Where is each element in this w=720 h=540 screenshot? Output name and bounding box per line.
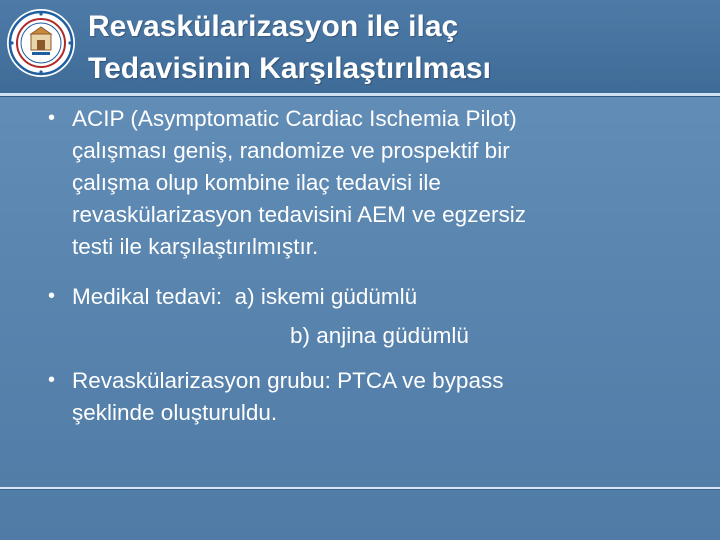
title-line-1: Revaskülarizasyon ile ilaç (88, 10, 459, 43)
bullet-1-line-2: çalışması geniş, randomize ve prospektif bir (72, 138, 510, 163)
bullet-3-line-1: Revaskülarizasyon grubu: PTCA ve bypass (72, 368, 504, 393)
bullet-1-line-3: çalışma olup kombine ilaç tedavisi ile (72, 170, 441, 195)
title-divider-shadow (0, 96, 720, 97)
bullet-1-line-5: testi ile karşılaştırılmıştır. (72, 234, 319, 259)
bullet-2-line-1: Medikal tedavi: a) iskemi güdümlü (72, 284, 418, 309)
bullet-1-line-1: ACIP (Asymptomatic Cardiac Ischemia Pilot) (72, 106, 517, 131)
bullet-marker: • (48, 285, 56, 307)
title-line-2: Tedavisinin Karşılaştırılması (88, 52, 491, 85)
bullet-3-line-2: şeklinde oluşturuldu. (72, 400, 278, 425)
bullet-marker: • (48, 107, 56, 129)
university-seal-icon (6, 8, 76, 78)
page-title (88, 6, 648, 90)
bullet-2-line-2: b) anjina güdümlü (290, 323, 469, 348)
bullet-marker: • (48, 369, 56, 391)
footer-divider-shadow (0, 489, 720, 490)
bullet-1-line-4: revaskülarizasyon tedavisini AEM ve egzersiz (72, 202, 526, 227)
